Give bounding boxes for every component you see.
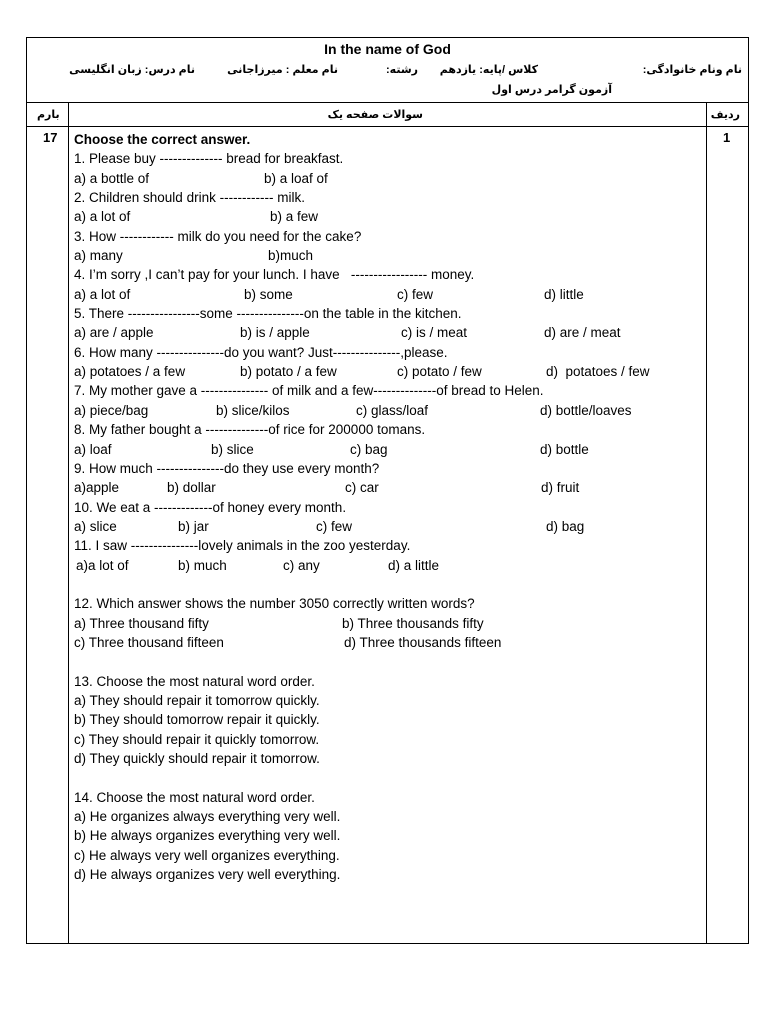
question-2: 2. Children should drink ------------ milk. (74, 190, 306, 206)
questions-column-header: سوالات صفحه یک (327, 109, 423, 121)
question-5-options (74, 323, 704, 342)
teacher-label: نام معلم : میرزاجانی (227, 64, 338, 76)
option-b: b) jar (178, 518, 209, 534)
question-12-options-row-2 (74, 633, 704, 652)
option-a: a) a lot of (74, 209, 131, 225)
question-14: 14. Choose the most natural word order. (74, 789, 315, 805)
student-name-label: نام ونام خانوادگی: (642, 64, 742, 76)
question-6-options (74, 362, 704, 381)
question-10: 10. We eat a -------------of honey every month. (74, 499, 347, 515)
option-d: d) bottle/loaves (540, 402, 632, 418)
exam-title: آزمون گرامر درس اول (491, 84, 612, 96)
question-8-options (74, 440, 704, 459)
option-b: b) Three thousands fifty (342, 615, 484, 631)
option-a: a) many (74, 248, 123, 264)
exam-header (27, 38, 748, 103)
option-c: c) any (283, 557, 320, 573)
option-d: d) are / meat (544, 325, 621, 341)
option-a: a) loaf (74, 441, 112, 457)
option-c: c) few (397, 286, 434, 302)
score-value: 17 (43, 130, 58, 145)
option-a: a) are / apple (74, 325, 154, 341)
option-a: a) They should repair it tomorrow quickly. (74, 692, 320, 708)
option-c: c) glass/loaf (356, 402, 429, 418)
class-grade-label: کلاس /پایه: یازدهم (439, 64, 538, 76)
question-9: 9. How much ---------------do they use every month? (74, 460, 380, 476)
spacer (74, 768, 704, 787)
option-b: b) potato / a few (240, 364, 337, 380)
option-d: d) fruit (541, 480, 580, 496)
score-column-header: بارم (37, 109, 60, 121)
question-2-options (74, 207, 704, 226)
option-b: b) slice/kilos (216, 402, 290, 418)
option-a: a) Three thousand fifty (74, 615, 209, 631)
option-c: c) They should repair it quickly tomorrow. (74, 731, 320, 747)
option-c: c) Three thousand fifteen (74, 634, 224, 650)
spacer (74, 575, 704, 594)
option-d: d) potatoes / few (546, 364, 650, 380)
option-d: d) bag (546, 518, 585, 534)
option-b: b) some (244, 286, 293, 302)
option-b: b) dollar (167, 480, 216, 496)
option-a: a) a bottle of (74, 170, 150, 186)
question-7-options (74, 401, 704, 420)
question-12-options-row-1 (74, 614, 704, 633)
option-c: c) car (345, 480, 379, 496)
page-title: In the name of God (324, 41, 451, 57)
question-3-options (74, 246, 704, 265)
option-a: a) He organizes always everything very well. (74, 809, 341, 825)
question-13: 13. Choose the most natural word order. (74, 673, 315, 689)
option-b: b) slice (211, 441, 254, 457)
option-b: b) much (178, 557, 227, 573)
option-c: c) few (316, 518, 353, 534)
question-9-options (74, 478, 704, 497)
question-11: 11. I saw ---------------lovely animals in the zoo yesterday. (74, 538, 411, 554)
row-column-header: ردیف (710, 109, 740, 121)
option-c: c) is / meat (401, 325, 468, 341)
row-number: 1 (723, 130, 731, 145)
questions-body (74, 130, 704, 884)
question-11-options (74, 556, 704, 575)
question-4: 4. I’m sorry ,I can’t pay for your lunch. I have ----------------- money. (74, 267, 475, 283)
option-b: b) a few (270, 209, 319, 225)
score-column-divider (68, 103, 69, 943)
option-d: d) little (544, 286, 584, 302)
question-10-options (74, 517, 704, 536)
question-1: 1. Please buy -------------- bread for breakfast. (74, 151, 344, 167)
option-b: b) He always organizes everything very well. (74, 828, 341, 844)
question-3: 3. How ------------ milk do you need for the cake? (74, 228, 362, 244)
question-4-options (74, 285, 704, 304)
exam-sheet (26, 37, 749, 944)
option-c: c) potato / few (397, 364, 482, 380)
subject-label: نام درس: زبان انگلیسی (69, 64, 195, 76)
option-b: b) a loaf of (264, 170, 328, 186)
question-1-options (74, 169, 704, 188)
option-a: a) potatoes / a few (74, 364, 186, 380)
column-header-row (27, 103, 748, 127)
row-column-divider (706, 103, 707, 943)
option-b: b) is / apple (240, 325, 310, 341)
option-d: d) Three thousands fifteen (344, 634, 502, 650)
question-7: 7. My mother gave a --------------- of milk and a few--------------of bread to Helen. (74, 383, 544, 399)
question-12: 12. Which answer shows the number 3050 correctly written words? (74, 596, 475, 612)
question-5: 5. There ----------------some ---------------on the table in the kitchen. (74, 306, 462, 322)
option-d: d) bottle (540, 441, 589, 457)
option-d: d) He always organizes very well everything. (74, 867, 341, 883)
option-a: a)apple (74, 480, 120, 496)
field-label: رشته: (386, 64, 418, 76)
option-b: b)much (268, 248, 314, 264)
option-a: a) piece/bag (74, 402, 149, 418)
spacer (74, 652, 704, 671)
option-c: c) bag (350, 441, 388, 457)
option-a: a) a lot of (74, 286, 131, 302)
question-6: 6. How many ---------------do you want? Just---------------,please. (74, 344, 448, 360)
option-a: a)a lot of (76, 557, 129, 573)
instruction: Choose the correct answer. (74, 132, 251, 147)
option-c: c) He always very well organizes everything. (74, 847, 340, 863)
option-b: b) They should tomorrow repair it quickly. (74, 712, 320, 728)
option-a: a) slice (74, 518, 117, 534)
option-d: d) They quickly should repair it tomorrow. (74, 751, 320, 766)
option-d: d) a little (388, 557, 440, 573)
question-8: 8. My father bought a --------------of rice for 200000 tomans. (74, 422, 426, 438)
